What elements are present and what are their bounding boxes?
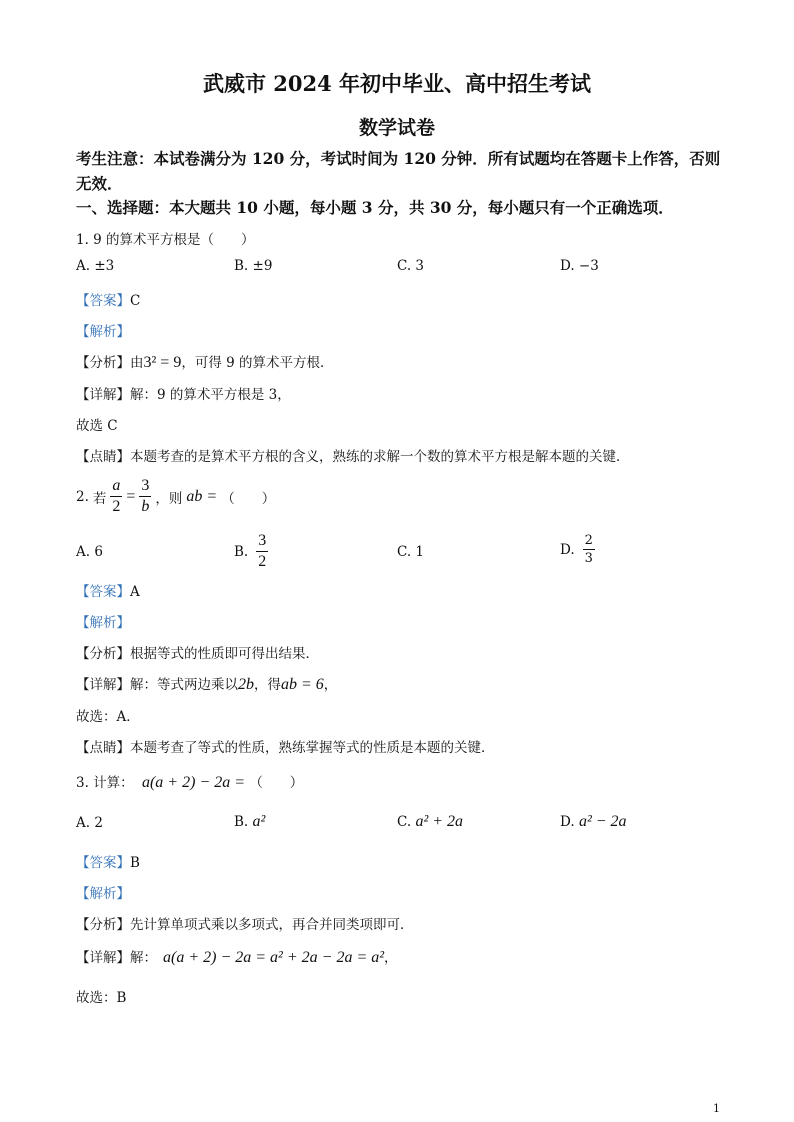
q2-comment-line bbox=[76, 736, 495, 756]
q3-option-c-math: a² + 2a bbox=[415, 813, 464, 830]
q2-fenxi: 根据等式的性质即可得出结果． bbox=[130, 646, 319, 662]
option-label: D. bbox=[560, 814, 575, 830]
answer-tag: 【答案】 bbox=[76, 855, 130, 871]
fraction-denominator: 3 bbox=[584, 551, 593, 566]
fraction-numerator: a bbox=[110, 478, 122, 497]
q3-option-b-math: a² bbox=[252, 813, 266, 830]
q1-option-d: D. −3 bbox=[560, 258, 599, 274]
exam-subtitle: 数学试卷 bbox=[358, 117, 435, 139]
q1-detail-line bbox=[76, 383, 291, 403]
q2-detail-line bbox=[76, 673, 337, 694]
q2-option-d bbox=[560, 534, 595, 565]
q2-comment: 本题考查了等式的性质，熟练掌握等式的性质是本题的关键． bbox=[130, 740, 495, 756]
q2-option-c: C. 1 bbox=[397, 544, 425, 560]
q1-detail: 解：9 的算术平方根是 3， bbox=[130, 387, 291, 403]
q3-expression: a(a + 2) − 2a = bbox=[141, 774, 246, 791]
q2-pre: 若 bbox=[92, 490, 107, 507]
q2-fraction-3-over-b bbox=[139, 478, 151, 515]
q2-detail-math-1: 2b bbox=[238, 676, 254, 693]
q1-fenxi-post: ，可得 9 的算术平方根． bbox=[181, 355, 334, 371]
q3-answer-line bbox=[76, 851, 140, 871]
q2-blank: （ ） bbox=[221, 490, 276, 507]
detail-tag: 【详解】 bbox=[76, 387, 130, 403]
q1-option-b: B. ±9 bbox=[234, 258, 273, 274]
detail-tag: 【详解】 bbox=[76, 677, 130, 693]
q1-answer-line bbox=[76, 289, 140, 309]
q3-choice: 故选：B bbox=[76, 990, 127, 1006]
q1-option-a: A. ±3 bbox=[76, 258, 115, 274]
fenxi-tag: 【分析】 bbox=[76, 646, 130, 662]
q2-detail-pre: 解：等式两边乘以 bbox=[130, 677, 238, 693]
detail-tag: 【详解】 bbox=[76, 950, 130, 966]
q3-option-d bbox=[560, 813, 627, 831]
q2-detail-mid: ，得 bbox=[254, 677, 281, 693]
q3-fenxi: 先计算单项式乘以多项式，再合并同类项即可． bbox=[130, 917, 414, 933]
q2-analysis-tag: 【解析】 bbox=[76, 615, 130, 631]
q3-fenxi-line bbox=[76, 913, 414, 933]
q1-fenxi-line bbox=[76, 351, 334, 372]
q2-detail-math-2: ab = 6 bbox=[281, 676, 324, 693]
q3-option-b bbox=[234, 813, 265, 831]
fraction-denominator: 2 bbox=[112, 498, 121, 515]
q1-choice: 故选 C bbox=[76, 418, 118, 434]
fraction-denominator: 2 bbox=[258, 553, 267, 570]
exam-notice: 考生注意：本试卷满分为 120 分，考试时间为 120 分钟．所有试题均在答题卡上作答，否则无效． bbox=[76, 149, 721, 193]
question-1-stem: 1. 9 的算术平方根是（ ） bbox=[76, 232, 255, 248]
exam-title: 武威市 2024 年初中毕业、高中招生考试 bbox=[202, 71, 592, 96]
q3-detail-math: a(a + 2) − 2a = a² + 2a − 2a = a² bbox=[163, 949, 385, 966]
q3-option-a: A. 2 bbox=[76, 815, 103, 831]
q1-answer: C bbox=[130, 293, 141, 309]
q2-option-a: A. 6 bbox=[76, 544, 103, 560]
q2-fenxi-line bbox=[76, 642, 319, 662]
answer-tag: 【答案】 bbox=[76, 584, 130, 600]
equals-sign: = bbox=[126, 487, 136, 505]
fraction-numerator: 3 bbox=[256, 533, 268, 552]
q1-fenxi-pre: 由 bbox=[130, 355, 144, 371]
q1-comment-line bbox=[76, 445, 630, 465]
option-label: B. bbox=[234, 814, 249, 830]
q2-number: 2. bbox=[76, 488, 89, 505]
fraction-numerator: 2 bbox=[584, 533, 593, 548]
section-heading: 一、选择题：本大题共 10 小题，每小题 3 分，共 30 分，每小题只有一个正确选项． bbox=[76, 198, 674, 217]
q1-fenxi-math: 3² = 9 bbox=[143, 354, 182, 371]
option-label: B. bbox=[234, 543, 249, 560]
q2-option-d-fraction bbox=[583, 534, 595, 565]
q2-detail-post: ， bbox=[323, 677, 338, 693]
q3-detail-post: ， bbox=[384, 950, 398, 966]
q2-expression: ab = bbox=[186, 487, 218, 505]
q1-comment: 本题考查的是算术平方根的含义，熟练的求解一个数的算术平方根是解本题的关键． bbox=[130, 449, 630, 465]
q2-choice: 故选：A． bbox=[76, 709, 140, 725]
question-2-stem bbox=[76, 478, 275, 515]
q2-answer-line bbox=[76, 580, 140, 600]
question-3-stem bbox=[76, 771, 303, 792]
q3-detail-pre: 解： bbox=[130, 950, 157, 966]
q3-option-c bbox=[397, 813, 463, 831]
q3-option-d-math: a² − 2a bbox=[578, 813, 627, 830]
q1-option-c: C. 3 bbox=[397, 258, 425, 274]
q3-detail-line bbox=[76, 946, 398, 967]
q2-option-b-fraction bbox=[256, 533, 268, 570]
fenxi-tag: 【分析】 bbox=[76, 355, 130, 371]
fraction-denominator: b bbox=[141, 498, 150, 515]
q3-pre: 3. 计算： bbox=[76, 775, 134, 791]
comment-tag: 【点睛】 bbox=[76, 740, 130, 756]
q2-mid: ，则 bbox=[155, 490, 183, 507]
q3-blank: （ ） bbox=[249, 775, 304, 791]
q3-answer: B bbox=[130, 855, 140, 871]
answer-tag: 【答案】 bbox=[76, 293, 130, 309]
option-label: C. bbox=[397, 814, 412, 830]
q2-option-b bbox=[234, 533, 268, 570]
q2-fraction-a-over-2 bbox=[110, 478, 122, 515]
fraction-numerator: 3 bbox=[139, 478, 151, 497]
q1-analysis-tag: 【解析】 bbox=[76, 324, 130, 340]
q3-analysis-tag: 【解析】 bbox=[76, 886, 130, 902]
page-number: 1 bbox=[713, 1102, 720, 1115]
option-label: D. bbox=[560, 541, 575, 558]
fenxi-tag: 【分析】 bbox=[76, 917, 130, 933]
q2-answer: A bbox=[130, 584, 140, 600]
comment-tag: 【点睛】 bbox=[76, 449, 130, 465]
